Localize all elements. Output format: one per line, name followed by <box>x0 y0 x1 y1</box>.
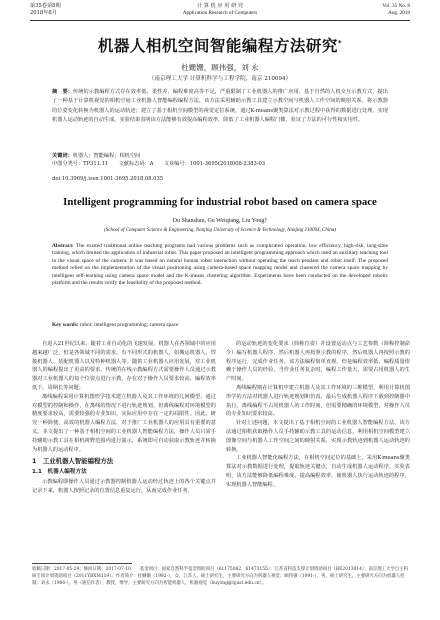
keywords-cn-text: 机器人；智能编程；相机空间 <box>72 153 141 159</box>
subsection-heading: 1.1 机器人编程方法 <box>32 469 87 476</box>
paper-title-en: Intelligent programming for industrial robot based on camera space <box>63 196 377 208</box>
affiliation-cn: （南京理工大学 计算机科学与工程学院，南京 210094） <box>148 76 292 82</box>
keywords-cn <box>52 152 388 160</box>
keywords-en-label: Key words: <box>52 322 79 328</box>
header-center <box>150 3 290 17</box>
running-header <box>0 0 440 22</box>
paper-title-cn <box>30 34 410 56</box>
abstract-cn <box>52 88 388 126</box>
body-paragraph: 自进入21世纪以来，随着工业自动化的飞速发展，机器人在各领域中的应用越来越广泛，但是各领域不同的需求，有不同形式的机器人，如搬运机器人、焊接机器人、装配机器人以及特种机器人等。随着工业机器人应用发展，对工业机器人的编程提出了更高的要求。传统的在线示教编程方式需要操作人员通过示教器对工业机器人的每个位姿点进行示教，存在对于操作人员要求较高、编程效率低下、周期长等问题。 <box>32 341 216 391</box>
classification-cn: 中图分类号：TP311.11 文献标志码：A 文章编号：1001-3695(2018)08-2383-03 <box>52 161 266 167</box>
header-left <box>30 3 61 17</box>
paper-title-cn-text: 机器人相机空间智能编程方法研究 <box>97 37 338 55</box>
header-volume-en: Vol. 35 No. 8 <box>382 3 410 9</box>
body-paragraph: 示教编程即操作人员通过示教器控制机器人运动经过轨迹上的各个关键点并记录下来，机器人按照记录的位置信息重复运行，从而完成作业任务。 <box>32 478 216 494</box>
body-paragraph: 离线编程采用计算机图形学技术建立机器人及其工作环境的几何模型，通过对模型的控制和操作，在离线的情况下进行轨迹规划，但离线编程对环境模型的精度要求较高，需要较强的专业知识，实际应用中存在一定的局限性。因此，研究一种简便、高效的机器人编程方法，对于推广工业机器人的应用具有重要的意义。本文提出了一种基于相机空间的工业机器人智能编程方法，操作人员只需手持辅助示教工具在相机视野范围内进行演示，系统即可自动获取示教轨迹并转换为机器人的运动程序。 <box>32 393 216 453</box>
authors-en: Du Shanshan, Gu Weiqiang, Liu Yong† <box>172 218 268 224</box>
abstract-cn-label: 摘 要： <box>52 89 74 95</box>
body-paragraph: 的运动轨迹的变化要求（简称位姿）并设置运动点与工艺参数（简称控制命令）编写机器人程序，然后机器人再按照示教的程序，然后机器人再按照示教的程序运行，完成作业任务。该方法编程简单直观，但是编程效率低，编程质量依赖于操作人员的经验，当作业任务复杂时，编程工作量大，需要占用机器人的生产时间。 <box>226 341 410 383</box>
header-date-cn: 2018年8月 <box>30 10 57 16</box>
abstract-en-label: Abstract: <box>52 243 74 249</box>
header-right <box>382 3 410 17</box>
body-paragraph: 工业机器人智能化编程方法，在相机空间定位的基础上，采用K-means聚类算法对示教数据进行处理，提取轨迹关键点，自动生成机器人运动程序。实验表明，该方法能够降低编程难度，提高编程效率，使机器人执行运动轨迹的程序，实现机器人智能编程。 <box>226 455 410 488</box>
footnote-divider <box>32 563 132 564</box>
header-volume-cn: 第35卷第8期 <box>30 3 61 9</box>
title-footnote-mark: * <box>337 38 343 47</box>
doi-cn: doi:10.3969/j.issn.1001-3695.2018.08.035 <box>52 176 164 182</box>
abstract-en-text: The existed traditional online teaching programs had various problems such as complicated operation, low efficiency, high-risk, long-time training, which limited the application of industrial robot. This paper proposed an intelligent programming approach which used an auxiliary teaching tool in the visual space of the camera. It was based on natural human robot interaction without operating the teach pendant and robot itself. The proposed method relied on the implementation of the visual positioning using camera-based space mapping model and clustered the camera space mapping by intelligent self-learning using camera space model and the K-means clustering algorithm. Experiments have been conducted on the developed robotic platform and the results verify the feasibility of the proposed method. <box>52 243 388 287</box>
footnote: 收稿日期：2017-05-29；修回日期：2017-07-10 基金项目：国家自然科学基金资助项目（61175082，61473155）；江苏省科技支撑计划资助项目（BE2013014）；南京理工大学自主科研专项计划资助项目（2011YBXM119）。作者简介：杜姗姗（1992-），女，江苏人，硕士研究生，主要研究方向为机器人视觉；顾伟强（1991-），男，硕士研究生，主要研究方向为机器人控制；刘永（1966-），男（通信作者），教授，博导，主要研究方向为智能机器人、机器视觉（liuyong@njust.edu.cn）。 <box>32 567 408 586</box>
abstract-en <box>52 243 388 287</box>
header-date-en: Aug. 2018 <box>388 10 410 16</box>
body-column-left <box>32 340 216 496</box>
authors-cn: 杜姗姗，顾伟强，刘 永 <box>181 63 259 72</box>
keywords-cn-label: 关键词： <box>52 153 73 159</box>
keywords-en <box>52 322 388 329</box>
body-paragraph: 针对上述问题，本文提出了基于相机空间的工业机器人智能编程方法。该方法通过相机获取操作人员手持辅助示教工具的运动信息，利用相机空间模型建立图像空间与机器人工作空间之间的映射关系，实现示教轨迹到机器人运动轨迹的转换。 <box>226 420 410 453</box>
abstract-cn-text: 传统的示教编程方式存在效率低、柔性差、编程难度高等不足，严重限制了工业机器人的推广应用。基于自然的人机交互示教方式，提出了一种基于计算机视觉的相机空间工业机器人智能编程编程方法，该方法采用辅助示教工具建立示教空间与机器人工作空间的映射关系，将示教器的位姿变化转换为机器人的运动轨迹；建立了基于相机空间模型的视觉定位系统，通过K-means聚类算法对示教过程中获得的数据进行处理，实现机器人运动轨迹的自动生成。实验结果表明该方法能够有效提高编程效率，降低了工业机器人编程门槛，验证了方法的可行性和实用性。 <box>52 89 388 124</box>
header-divider <box>30 20 410 21</box>
section-heading: 1 工业机器人智能编程方法 <box>32 457 114 466</box>
journal-name-en: Application Research of Computers <box>182 10 258 16</box>
body-paragraph: 离线编程则在计算机中建立机器人及其工作环境的三维模型，利用计算机图形学的方法对机器人进行轨迹规划和仿真，最后生成机器人程序下载到控制器中执行。离线编程不占用机器人的工作时间，但需要精确的环境模型，对操作人员的专业知识要求较高。 <box>226 384 410 418</box>
keywords-en-text: robot; intelligent programming; camera space <box>79 322 179 328</box>
journal-name-cn: 计 算 机 应 用 研 究 <box>196 3 244 9</box>
affiliation-en: (School of Computer Science & Engineering, Nanjing University of Science & Technology, Nanjing 210094, China) <box>104 228 336 233</box>
body-column-right <box>226 340 410 490</box>
